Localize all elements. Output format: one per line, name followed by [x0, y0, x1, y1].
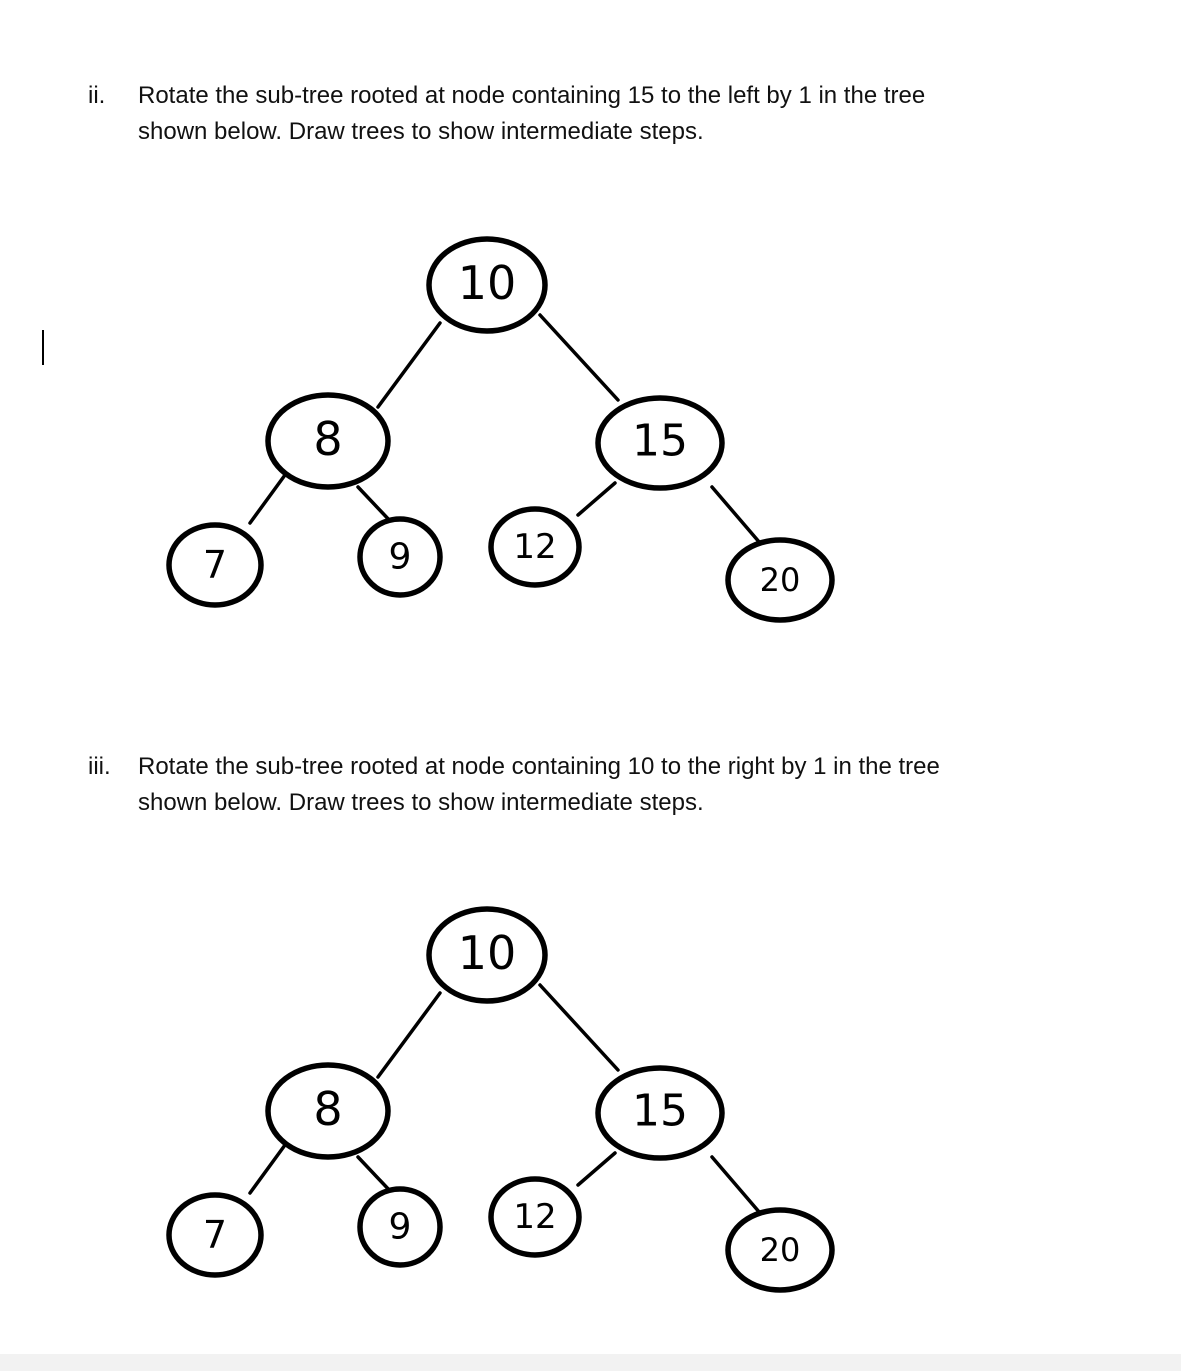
- tree-edge: [540, 315, 618, 400]
- tree-node: [429, 909, 545, 1001]
- tree-svg: [0, 225, 1181, 645]
- node-label: 12: [513, 1197, 557, 1237]
- tree-node: [429, 239, 545, 331]
- node-label: 20: [759, 561, 801, 599]
- binary-tree-diagram: [0, 225, 1181, 645]
- tree-edge: [540, 985, 618, 1070]
- tree-node: [268, 1065, 388, 1157]
- tree-node: [598, 1068, 722, 1158]
- node-label: 10: [457, 926, 517, 980]
- node-label: 15: [632, 415, 688, 467]
- question-line: Rotate the sub-tree rooted at node containing 15 to the left by 1 in the tree: [138, 82, 926, 109]
- question-number: iii.: [88, 753, 111, 780]
- node-label: 7: [202, 543, 228, 587]
- tree-node: [268, 395, 388, 487]
- tree-node: [598, 398, 722, 488]
- tree-node: [728, 540, 832, 620]
- node-label: 10: [457, 256, 517, 310]
- question-text: [138, 749, 1098, 821]
- node-label: 8: [313, 412, 343, 466]
- question-line: shown below. Draw trees to show intermediate steps.: [138, 789, 704, 816]
- tree-node: [169, 525, 261, 605]
- tree-edge: [712, 1157, 760, 1213]
- tree-edge: [578, 483, 615, 515]
- question-line: Rotate the sub-tree rooted at node containing 10 to the right by 1 in the tree: [138, 753, 940, 780]
- tree-edge: [358, 487, 392, 523]
- tree-edge: [358, 1157, 392, 1193]
- node-label: 8: [313, 1082, 343, 1136]
- tree-edge: [378, 993, 440, 1077]
- node-label: 9: [388, 536, 412, 578]
- tree-edge: [378, 323, 440, 407]
- tree-edge: [250, 475, 285, 523]
- node-label: 15: [632, 1085, 688, 1137]
- node-label: 7: [202, 1213, 228, 1257]
- tree-node: [360, 519, 440, 595]
- tree-node: [491, 1179, 579, 1255]
- question-text: [138, 78, 1098, 150]
- node-label: 12: [513, 527, 557, 567]
- question-line: shown below. Draw trees to show intermediate steps.: [138, 118, 704, 145]
- tree-node: [491, 509, 579, 585]
- tree-edge: [712, 487, 760, 543]
- binary-tree-diagram: [0, 895, 1181, 1315]
- bottom-bar: [0, 1354, 1181, 1371]
- tree-node: [169, 1195, 261, 1275]
- tree-node: [360, 1189, 440, 1265]
- tree-node: [728, 1210, 832, 1290]
- node-label: 9: [388, 1206, 412, 1248]
- tree-edge: [578, 1153, 615, 1185]
- question-number: ii.: [88, 82, 106, 109]
- tree-edge: [250, 1145, 285, 1193]
- tree-svg: [0, 895, 1181, 1315]
- node-label: 20: [759, 1231, 801, 1269]
